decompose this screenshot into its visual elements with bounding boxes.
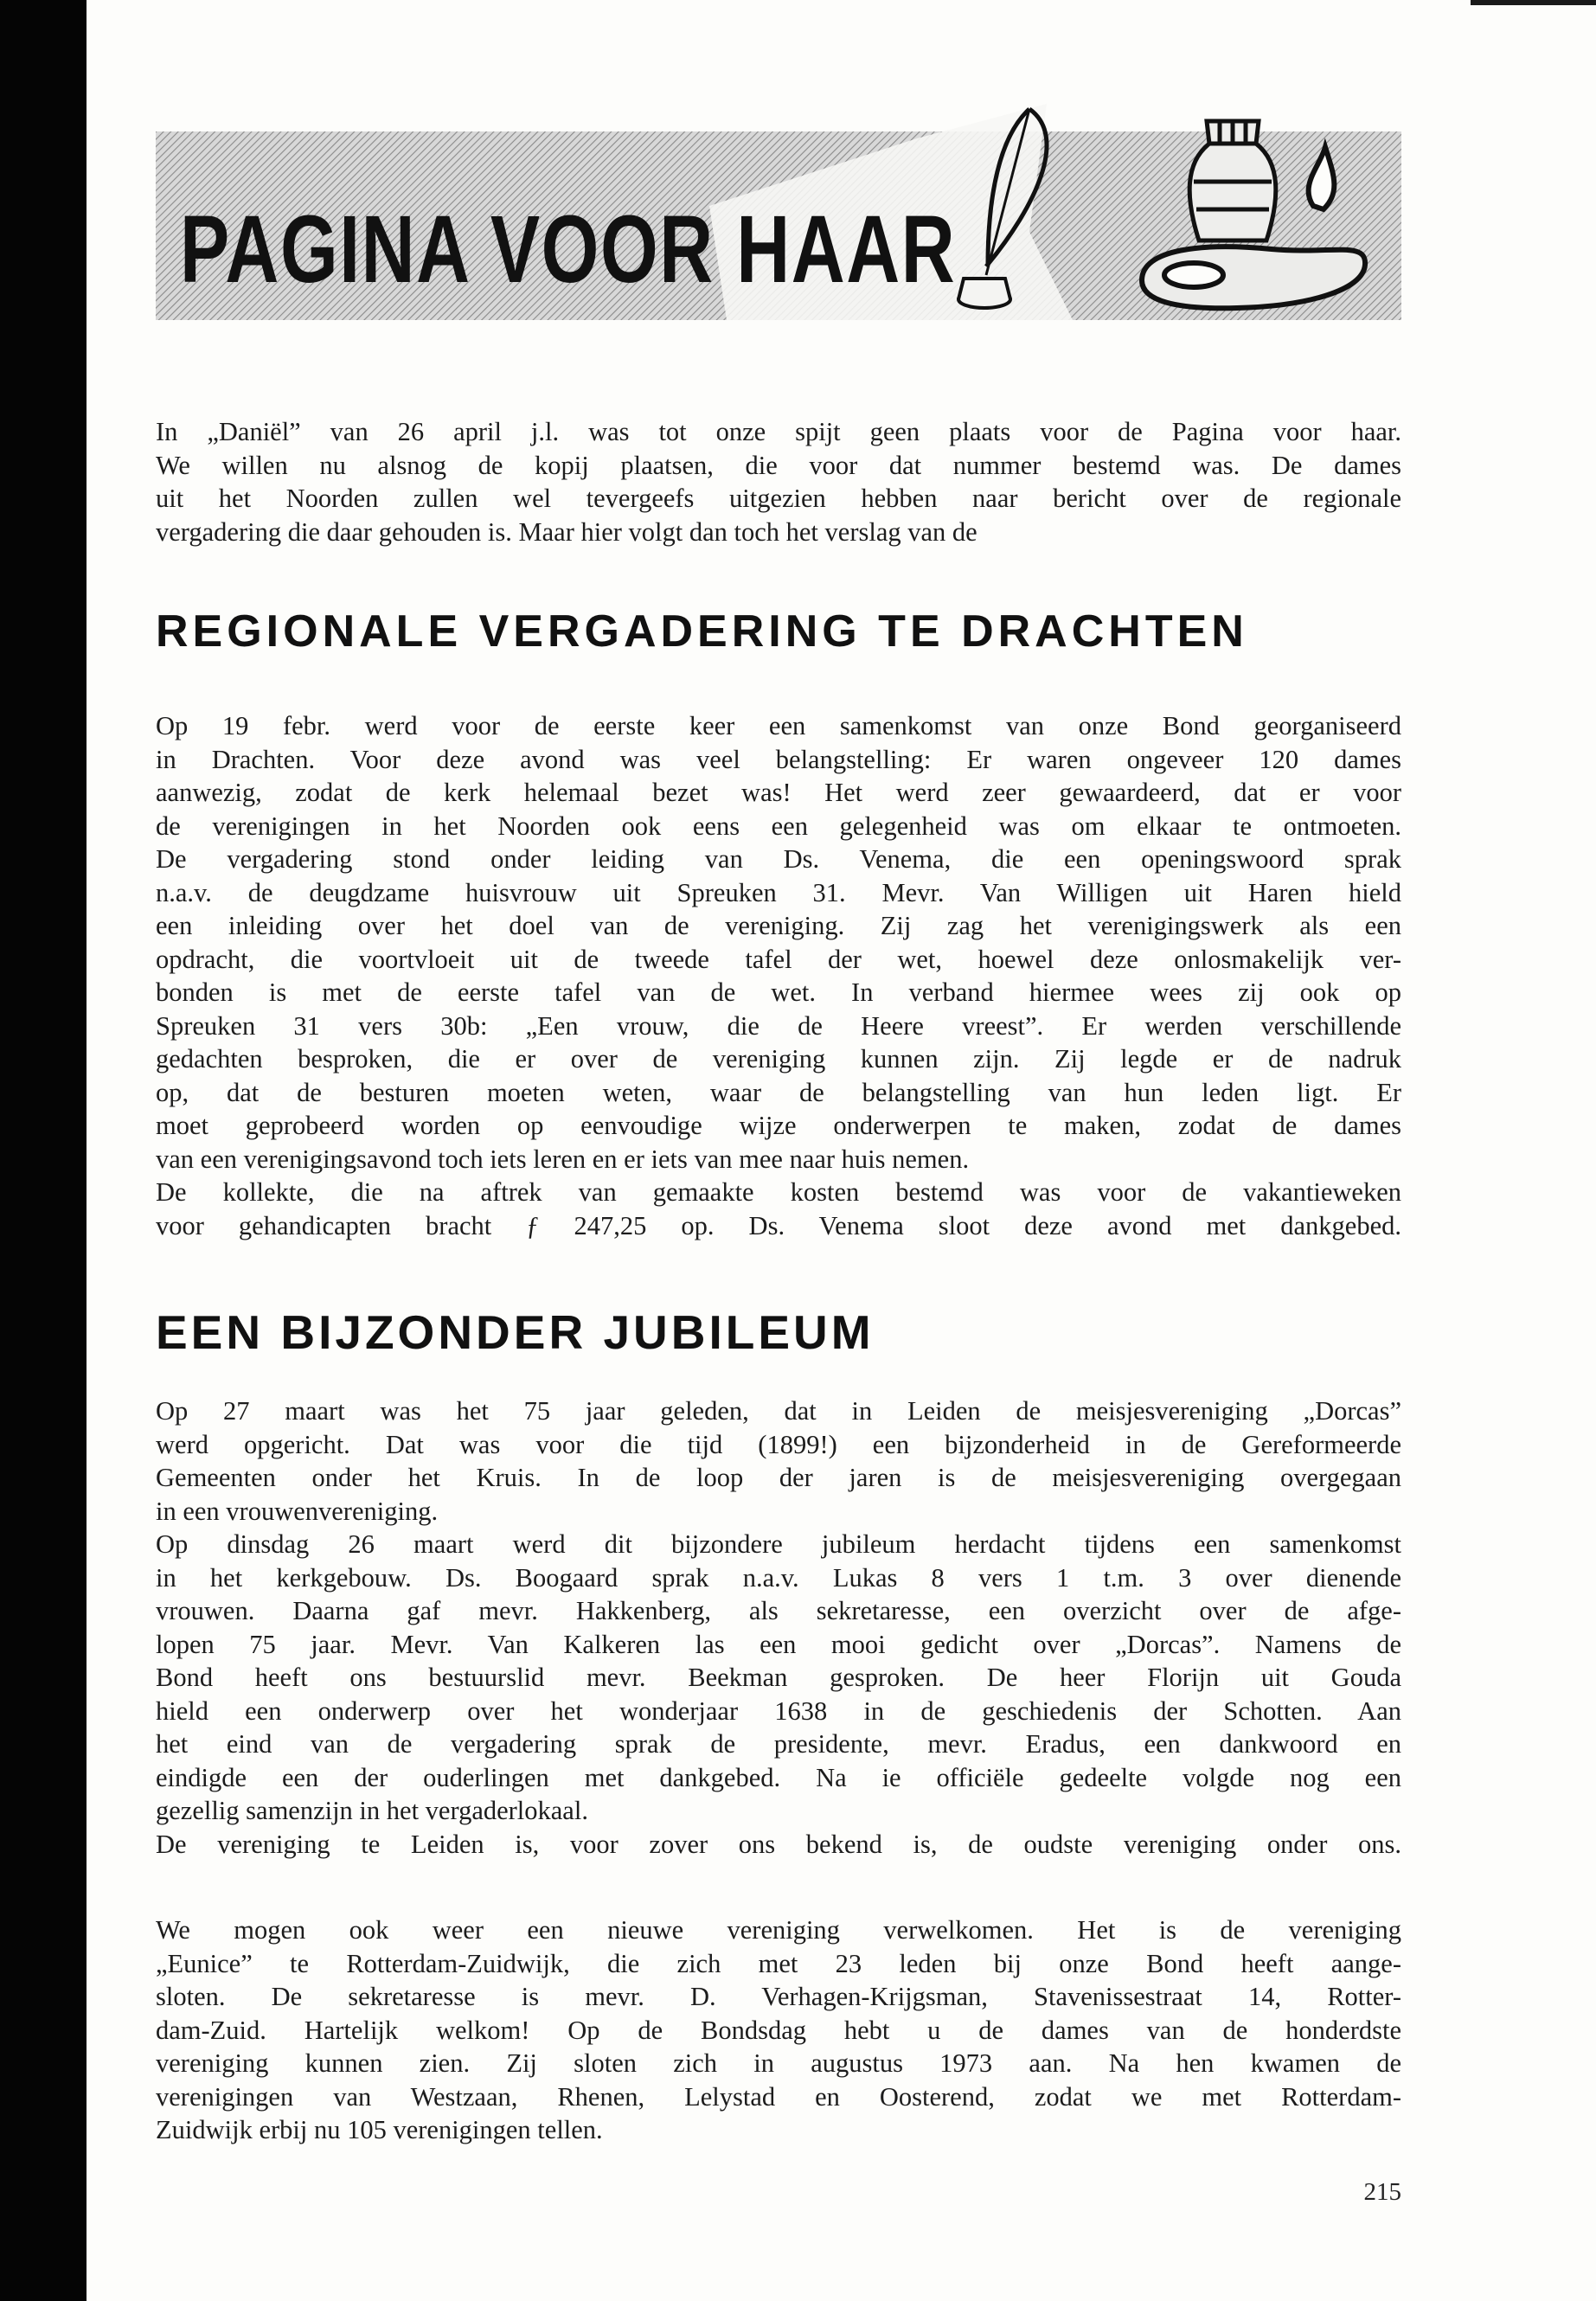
text-line: vereniging kunnen zien. Zij sloten zich in augustus 1973 aan. Na hen kwamen de	[156, 2048, 1401, 2078]
text-line: gedachten besproken, die er over de vereniging kunnen zijn. Zij legde er de nadruk	[156, 1044, 1401, 1074]
text-line: hield een onderwerp over het wonderjaar 1638 in de geschiedenis der Schotten. Aan	[156, 1695, 1401, 1726]
text-line: in het kerkgebouw. Ds. Boogaard sprak n.a.v. Lukas 8 vers 1 t.m. 3 over dienende	[156, 1562, 1401, 1593]
text-line: De vereniging te Leiden is, voor zover ons bekend is, de oudste vereniging onder ons.	[156, 1829, 1401, 1859]
text-line: vrouwen. Daarna gaf mevr. Hakkenberg, als sekretaresse, een overzicht over de afge-	[156, 1596, 1401, 1625]
text-line: sloten. De sekretaresse is mevr. D. Verhagen-Krijgsman, Stavenissestraat 14, Rotter-	[156, 1982, 1401, 2011]
drachten-paragraph	[156, 709, 1401, 1242]
text-line: Op dinsdag 26 maart werd dit bijzondere jubileum herdacht tijdens een samenkomst	[156, 1529, 1401, 1559]
inkwell-icon	[958, 279, 1010, 308]
text-line: aanwezig, zodat de kerk helemaal bezet was! Het werd zeer gewaardeerd, dat er voor	[156, 778, 1401, 807]
text-line: verenigingen van Westzaan, Rhenen, Lelystad en Oosterend, zodat we met Rotterdam-	[156, 2081, 1401, 2112]
text-line: Bond heeft ons bestuurslid mevr. Beekman gesproken. De heer Florijn uit Gouda	[156, 1663, 1401, 1692]
section-banner	[156, 102, 1401, 320]
page-number: 215	[1363, 2178, 1401, 2206]
text-line: vergadering die daar gehouden is. Maar hier volgt dan toch het verslag van de	[156, 516, 977, 547]
section-heading-drachten: REGIONALE VERGADERING TE DRACHTEN	[156, 606, 1248, 657]
text-line: in een vrouwenvereniging.	[156, 1496, 439, 1526]
text-line: We willen nu alsnog de kopij plaatsen, die voor dat nummer bestemd was. De dames	[156, 450, 1401, 480]
text-line: van een verenigingsavond toch iets leren en er iets van mee naar huis nemen.	[156, 1144, 970, 1174]
text-line: dam-Zuid. Hartelijk welkom! Op de Bondsdag hebt u de dames van de honderdste	[156, 2015, 1401, 2045]
text-line: uit het Noorden zullen wel tevergeefs uitgezien hebben naar bericht over de regionale	[156, 484, 1401, 513]
text-line: opdracht, die voortvloeit uit de tweede tafel der wet, hoewel deze onlosmakelijk ver-	[156, 944, 1401, 974]
text-line: voor gehandicapten bracht ƒ 247,25 op. Ds. Venema sloot deze avond met dankgebed.	[156, 1210, 1401, 1240]
text-line: „Eunice” te Rotterdam-Zuidwijk, die zich met 23 leden bij onze Bond heeft aange-	[156, 1948, 1401, 1978]
text-line: de verenigingen in het Noorden ook eens een gelegenheid was om elkaar te ontmoeten.	[156, 811, 1401, 841]
text-line: bonden is met de eerste tafel van de wet. In verband hiermee wees zij ook op	[156, 977, 1401, 1007]
page-binding-edge	[0, 0, 87, 2301]
banner-title: PAGINA VOOR HAAR	[180, 196, 957, 303]
text-line: een inleiding over het doel van de vereniging. Zij zag het verenigingswerk als een	[156, 911, 1401, 940]
text-line: het eind van de vergadering sprak de presidente, mevr. Eradus, een dankwoord en	[156, 1729, 1401, 1759]
text-line: Op 27 maart was het 75 jaar geleden, dat in Leiden de meisjesvereniging „Dorcas”	[156, 1396, 1401, 1426]
text-line: gezellig samenzijn in het vergaderlokaal.	[156, 1796, 588, 1825]
text-line: De kollekte, die na aftrek van gemaakte kosten bestemd was voor de vakantieweken	[156, 1177, 1401, 1207]
text-line: De vergadering stond onder leiding van Ds. Venema, die een openingswoord sprak	[156, 844, 1401, 874]
text-line: werd opgericht. Dat was voor die tijd (1899!) een bijzonderheid in de Gereformeerde	[156, 1429, 1401, 1459]
text-line: Spreuken 31 vers 30b: „Een vrouw, die de Heere vreest”. Er werden verschillende	[156, 1010, 1401, 1041]
text-line: Gemeenten onder het Kruis. In de loop der jaren is de meisjesvereniging overgegaan	[156, 1463, 1401, 1492]
text-line: n.a.v. de deugdzame huisvrouw uit Spreuken 31. Mevr. Van Willigen uit Haren hield	[156, 877, 1401, 907]
text-line: lopen 75 jaar. Mevr. Van Kalkeren las een mooi gedicht over „Dorcas”. Namens de	[156, 1629, 1401, 1659]
text-line: moet geprobeerd worden op eenvoudige wijze onderwerpen te maken, zodat de dames	[156, 1111, 1401, 1140]
intro-paragraph	[156, 415, 1401, 548]
scan-edge-line	[1471, 0, 1596, 5]
text-line: We mogen ook weer een nieuwe vereniging verwelkomen. Het is de vereniging	[156, 1915, 1401, 1945]
text-line: in Drachten. Voor deze avond was veel belangstelling: Er waren ongeveer 120 dames	[156, 744, 1401, 774]
text-line: op, dat de besturen moeten weten, waar de belangstelling van hun leden ligt. Er	[156, 1077, 1401, 1107]
text-line: Op 19 febr. werd voor de eerste keer een samenkomst van onze Bond georganiseerd	[156, 711, 1401, 740]
closing-paragraph	[156, 1913, 1401, 2147]
text-line: eindigde een der ouderlingen met dankgebed. Na ie officiële gedeelte volgde nog een	[156, 1762, 1401, 1792]
jubileum-paragraph	[156, 1394, 1401, 1861]
section-heading-jubileum: EEN BIJZONDER JUBILEUM	[156, 1305, 875, 1359]
text-line: Zuidwijk erbij nu 105 verenigingen tellen.	[156, 2115, 603, 2144]
text-line: In „Daniël” van 26 april j.l. was tot onze spijt geen plaats voor de Pagina voor haar.	[156, 417, 1401, 446]
